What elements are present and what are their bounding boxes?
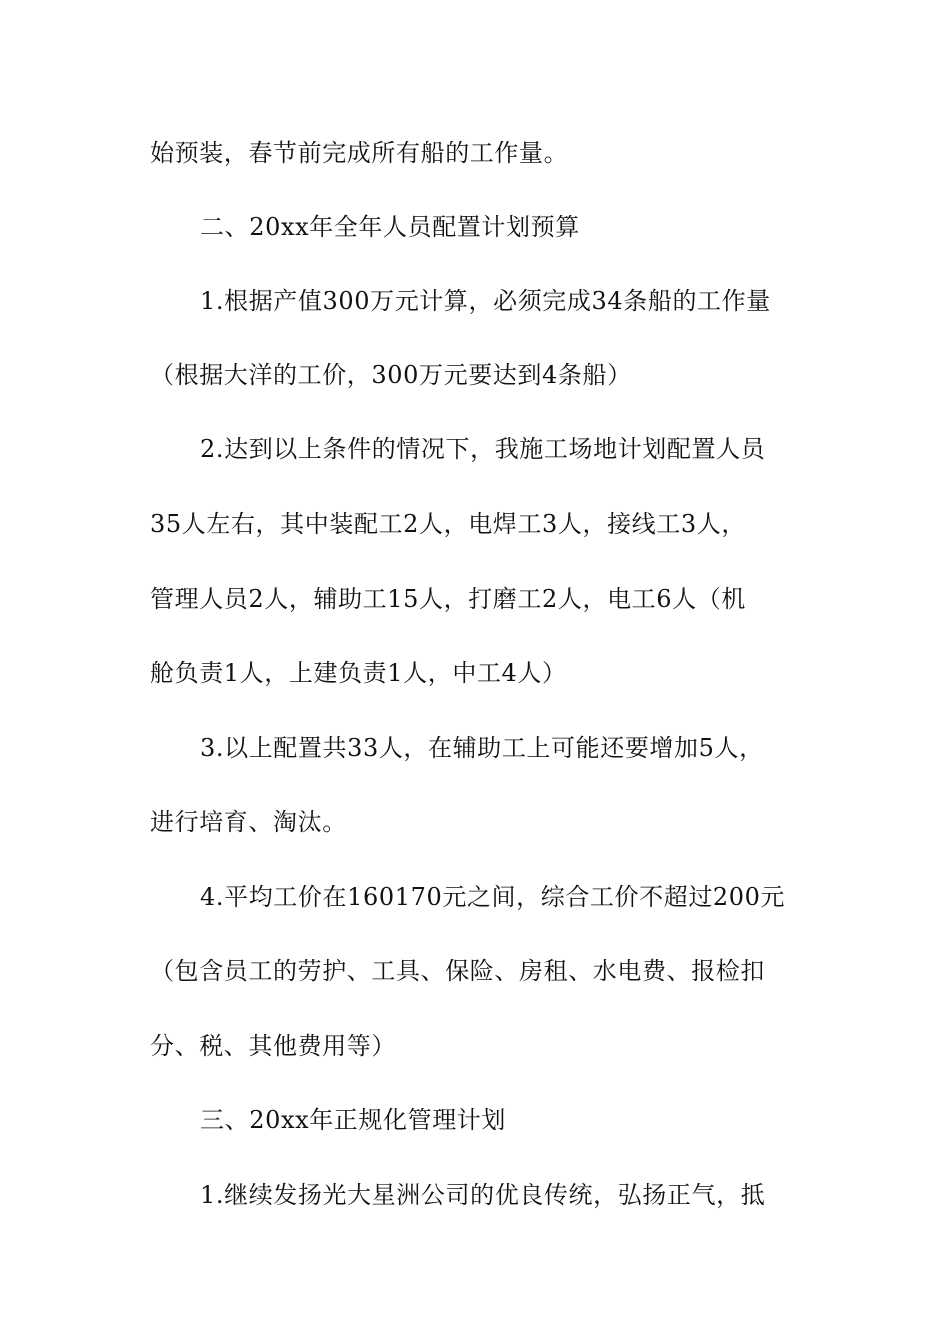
list-item-2-line-3: 管理人员2人，辅助工15人，打磨工2人，电工6人（机 <box>150 585 746 613</box>
list-item-2-line-1: 2.达到以上条件的情况下，我施工场地计划配置人员 <box>200 435 766 463</box>
list-item-3-line-1: 3.以上配置共33人，在辅助工上可能还要增加5人， <box>200 734 764 762</box>
list-item-4-line-2: （包含员工的劳护、工具、保险、房租、水电费、报检扣 <box>150 957 765 985</box>
section-heading-2: 二、20xx年全年人员配置计划预算 <box>200 213 580 241</box>
list-item-4-line-1: 4.平均工价在160170元之间，综合工价不超过200元 <box>200 883 786 911</box>
list-item-5-line-1: 1.继续发扬光大星洲公司的优良传统，弘扬正气，抵 <box>200 1181 766 1209</box>
list-item-1-line-1: 1.根据产值300万元计算，必须完成34条船的工作量 <box>200 287 771 315</box>
list-item-1-line-2: （根据大洋的工价，300万元要达到4条船） <box>150 361 632 389</box>
section-heading-3: 三、20xx年正规化管理计划 <box>200 1106 507 1134</box>
list-item-4-line-3: 分、税、其他费用等） <box>150 1032 396 1060</box>
list-item-3-line-2: 进行培育、淘汰。 <box>150 808 347 836</box>
paragraph-line-1: 始预装，春节前完成所有船的工作量。 <box>150 139 569 167</box>
list-item-2-line-4: 舱负责1人，上建负责1人，中工4人） <box>150 659 567 687</box>
list-item-2-line-2: 35人左右，其中装配工2人，电焊工3人，接线工3人， <box>150 510 746 538</box>
